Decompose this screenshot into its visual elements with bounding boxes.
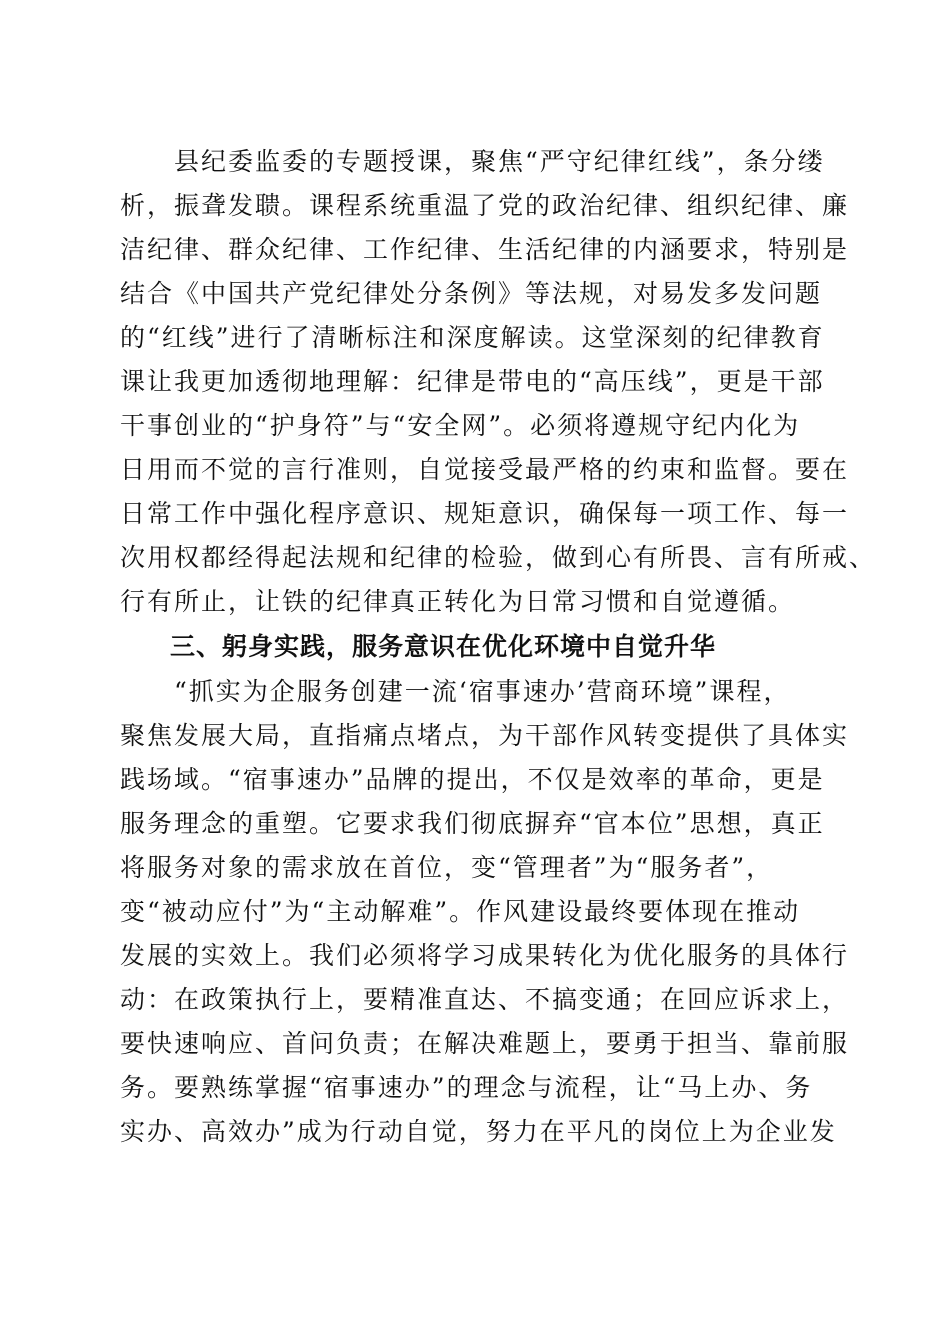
- paragraph-line: 要快速响应、首问负责；在解决难题上，要勇于担当、靠前服: [120, 1029, 850, 1058]
- paragraph-line: 日常工作中强化程序意识、规矩意识，确保每一项工作、每一: [120, 499, 850, 528]
- paragraph-line: 聚焦发展大局，直指痛点堵点，为干部作风转变提供了具体实: [120, 721, 850, 750]
- paragraph-line: 将服务对象的需求放在首位，变“管理者”为“服务者”，: [120, 853, 774, 882]
- paragraph-line: 课让我更加透彻地理解：纪律是带电的“高压线”，更是干部: [120, 367, 825, 396]
- paragraph-line: 县纪委监委的专题授课，聚焦“严守纪律红线”，条分缕: [120, 147, 825, 176]
- paragraph-line: 服务理念的重塑。它要求我们彻底摒弃“官本位”思想，真正: [120, 809, 825, 838]
- paragraph-line: 发展的实效上。我们必须将学习成果转化为优化服务的具体行: [120, 941, 850, 970]
- paragraph-line: 实办、高效办”成为行动自觉，努力在平凡的岗位上为企业发: [120, 1117, 837, 1146]
- paragraph-line: 日用而不觉的言行准则，自觉接受最严格的约束和监督。要在: [120, 455, 850, 484]
- paragraph-line: 次用权都经得起法规和纪律的检验，做到心有所畏、言有所戒、: [120, 543, 877, 572]
- section-heading: 三、躬身实践，服务意识在优化环境中自觉升华: [170, 632, 717, 661]
- paragraph-line: 变“被动应付”为“主动解难”。作风建设最终要体现在推动: [120, 897, 801, 926]
- paragraph-line: 干事创业的“护身符”与“安全网”。必须将遵规守纪内化为: [120, 411, 801, 440]
- paragraph-line: 务。要熟练掌握“宿事速办”的理念与流程，让“马上办、务: [120, 1073, 813, 1102]
- paragraph-line: 结合《中国共产党纪律处分条例》等法规，对易发多发问题: [120, 279, 823, 308]
- paragraph-line: 践场域。“宿事速办”品牌的提出，不仅是效率的革命，更是: [120, 765, 825, 794]
- paragraph-line: 行有所止，让铁的纪律真正转化为日常习惯和自觉遵循。: [120, 587, 796, 616]
- paragraph-line: 的“红线”进行了清晰标注和深度解读。这堂深刻的纪律教育: [120, 323, 825, 352]
- paragraph-line: 洁纪律、群众纪律、工作纪律、生活纪律的内涵要求，特别是: [120, 235, 850, 264]
- paragraph-line: 动：在政策执行上，要精准直达、不搞变通；在回应诉求上，: [120, 985, 850, 1014]
- paragraph-line: “抓实为企服务创建一流‘宿事速办’营商环境”课程，: [120, 677, 791, 706]
- paragraph-line: 析，振聋发聩。课程系统重温了党的政治纪律、组织纪律、廉: [120, 191, 850, 220]
